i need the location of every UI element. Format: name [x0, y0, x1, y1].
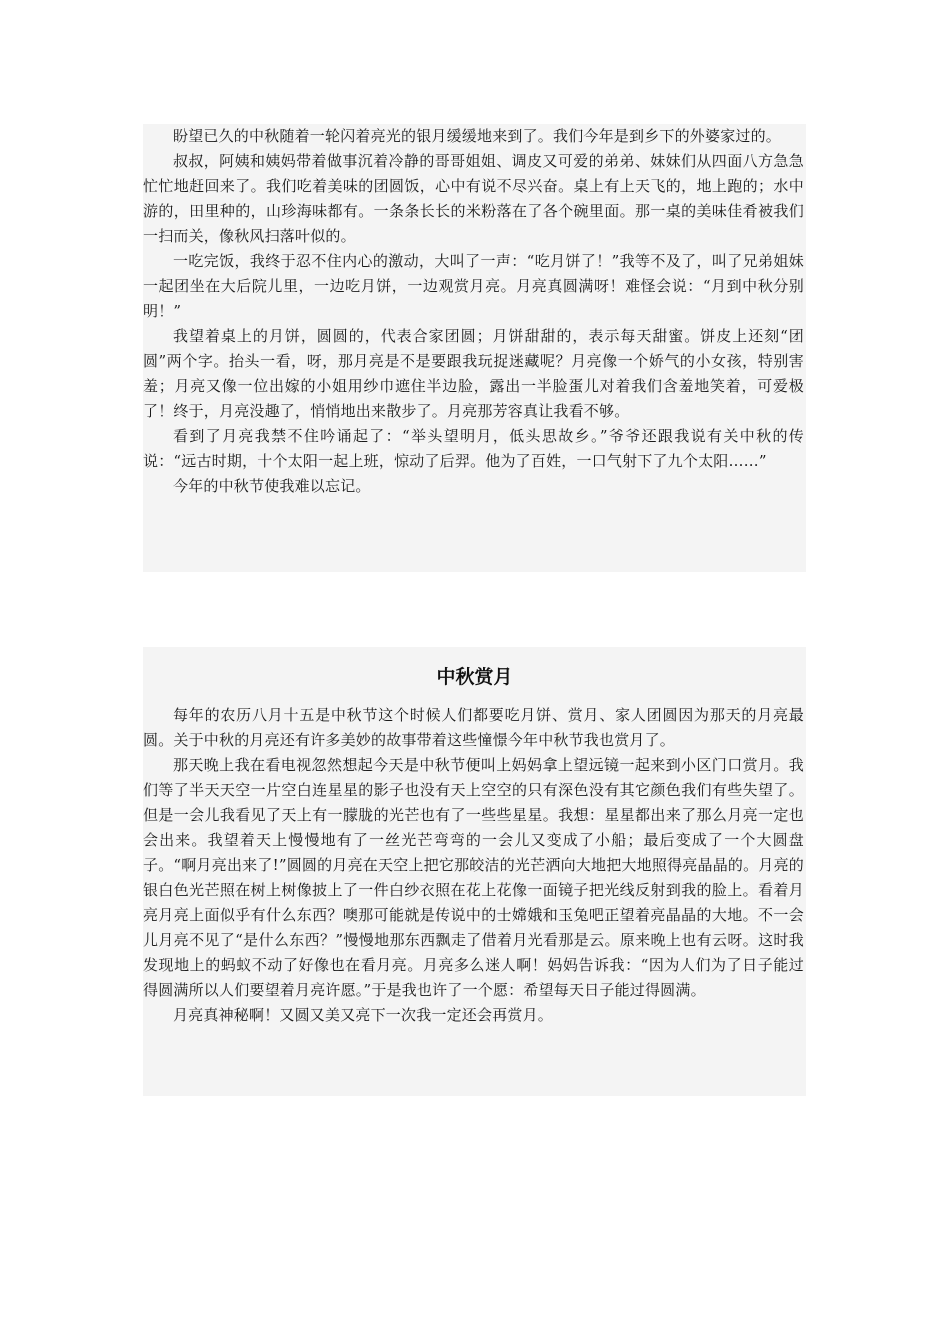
essay-one-paragraph-4: 我望着桌上的月饼，圆圆的，代表合家团圆；月饼甜甜的，表示每天甜蜜。饼皮上还刻“团圆”两个字。抬头一看，呀，那月亮是不是要跟我玩捉迷藏呢？月亮像一个娇气的小女孩，特别害羞；月亮又像一位出嫁的小姐用纱巾遮住半边脸，露出一半脸蛋儿对着我们含羞地笑着，可爱极了！终于，月亮没趣了，悄悄地出来散步了。月亮那芳容真让我看不够。 — [143, 327, 804, 420]
essay-one-paragraph-6: 今年的中秋节使我难以忘记。 — [173, 477, 371, 495]
essay-one-paragraph-2: 叔叔，阿姨和姨妈带着做事沉着冷静的哥哥姐姐、调皮又可爱的弟弟、妹妹们从四面八方急急忙忙地赶回来了。我们吃着美味的团圆饭，心中有说不尽兴奋。桌上有上天飞的，地上跑的；水中游的，田里种的，山珍海味都有。一条条长长的米粉落在了各个碗里面。那一桌的美味佳肴被我们一扫而关，像秋风扫落叶似的。 — [143, 152, 804, 245]
essay-one — [143, 124, 806, 572]
essay-two-paragraph-2: 那天晚上我在看电视忽然想起今天是中秋节便叫上妈妈拿上望远镜一起来到小区门口赏月。我们等了半天天空一片空白连星星的影子也没有天上空空的只有深色没有其它颜色我们有些失望了。但是一会儿我看见了天上有一朦胧的光芒也有了一些些星星。我想：星星都出来了那么月亮一定也会出来。我望着天上慢慢地有了一丝光芒弯弯的一会儿又变成了小船；最后变成了一个大圆盘子。“啊月亮出来了!”圆圆的月亮在天空上把它那皎洁的光芒洒向大地把大地照得亮晶晶的。月亮的银白色光芒照在树上树像披上了一件白纱衣照在花上花像一面镜子把光线反射到我的脸上。看着月亮月亮上面似乎有什么东西？噢那可能就是传说中的士嫦娥和玉兔吧正望着亮晶晶的大地。不一会儿月亮不见了“是什么东西？”慢慢地那东西飘走了借着月光看那是云。原来晚上也有云呀。这时我发现地上的蚂蚁不动了好像也在看月亮。月亮多么迷人啊！妈妈告诉我：“因为人们为了日子能过得圆满所以人们要望着月亮许愿。”于是我也许了一个愿：希望每天日子能过得圆满。 — [143, 756, 804, 999]
essay-two — [143, 647, 806, 1096]
essay-one-paragraph-3: 一吃完饭，我终于忍不住内心的激动，大叫了一声：“吃月饼了！”我等不及了，叫了兄弟姐妹一起团坐在大后院儿里，一边吃月饼，一边观赏月亮。月亮真圆满呀！难怪会说：“月到中秋分别明！” — [143, 252, 804, 320]
essay-one-paragraph-1: 盼望已久的中秋随着一轮闪着亮光的银月缓缓地来到了。我们今年是到乡下的外婆家过的。 — [173, 127, 782, 145]
essay-two-paragraph-3: 月亮真神秘啊！又圆又美又亮下一次我一定还会再赏月。 — [173, 1006, 554, 1024]
essay-two-paragraph-1: 每年的农历八月十五是中秋节这个时候人们都要吃月饼、赏月、家人团圆因为那天的月亮最圆。关于中秋的月亮还有许多美妙的故事带着这些憧憬今年中秋节我也赏月了。 — [143, 706, 804, 749]
essay-one-paragraph-5: 看到了月亮我禁不住吟诵起了：“举头望明月，低头思故乡。”爷爷还跟我说有关中秋的传说：“远古时期，十个太阳一起上班，惊动了后羿。他为了百姓，一口气射下了九个太阳……” — [143, 427, 804, 470]
essay-two-title: 中秋赏月 — [436, 666, 513, 688]
